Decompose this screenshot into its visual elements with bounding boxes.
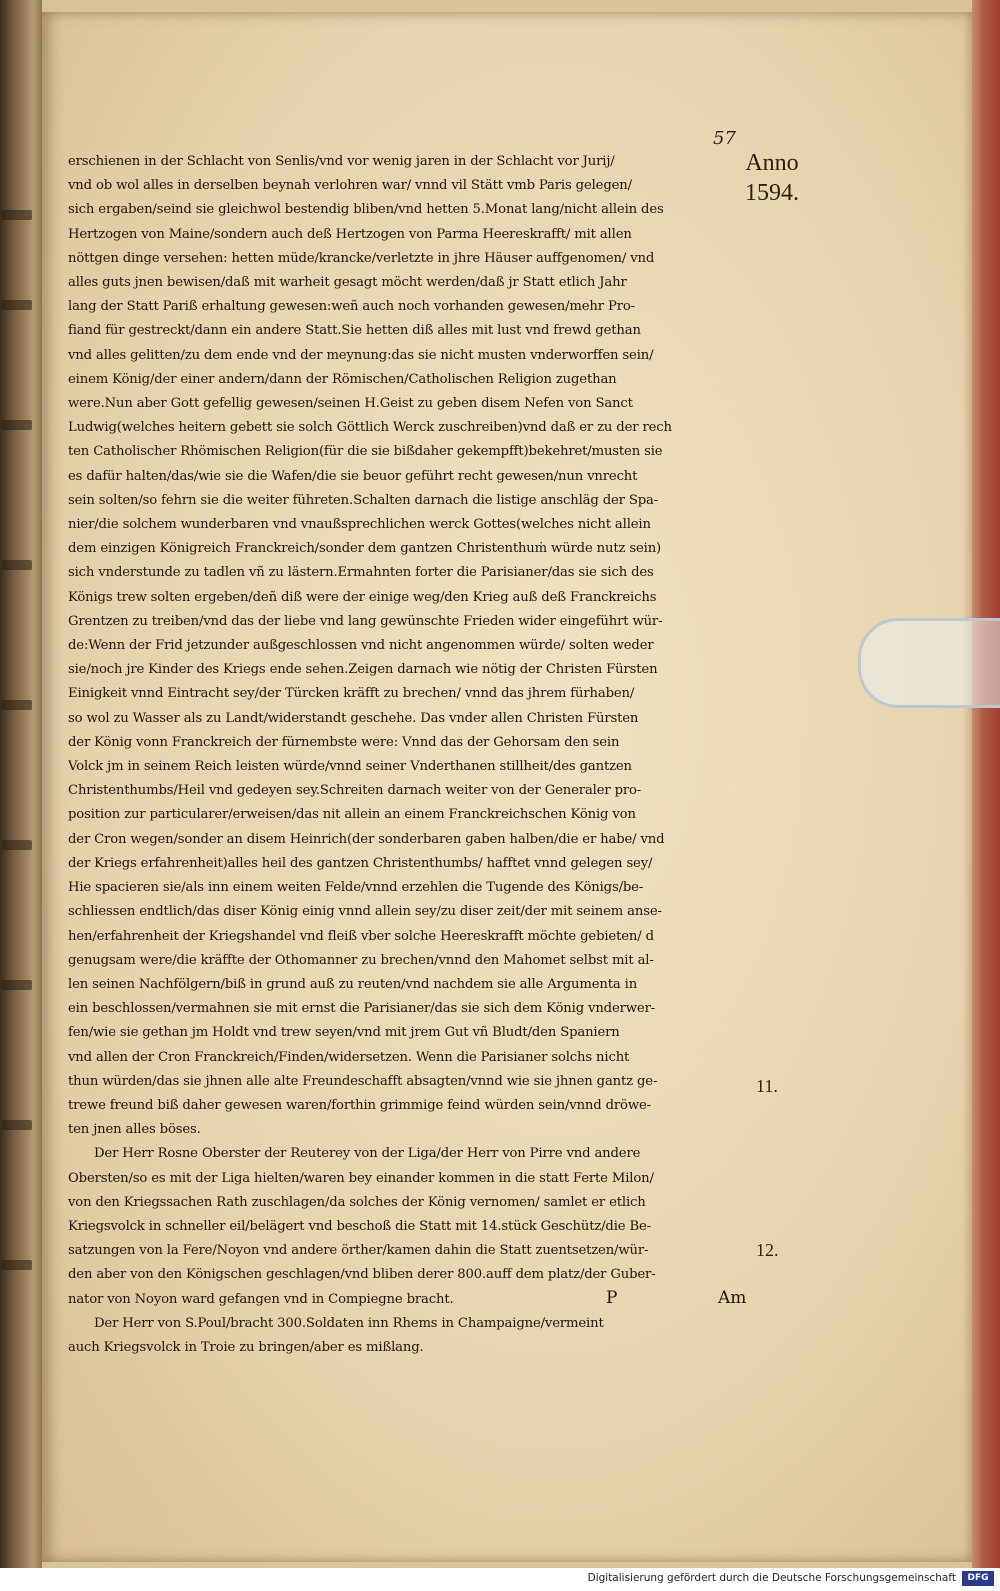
text-line: genugsam were/die kräffte der Othomanner zu brechen/vnnd den Mahomet selbst mit al- (68, 952, 654, 968)
text-line: satzungen von la Fere/Noyon vnd andere örther/kamen dahin die Statt zuentsetzen/wür- (68, 1243, 649, 1259)
text-line: nöttgen dinge versehen: hetten müde/krancke/verletzte in jhre Häuser auffgenomen/ vnd (68, 250, 655, 266)
ink-bleed (2, 1120, 32, 1130)
text-line: vnd ob wol alles in derselben beynah verlohren war/ vnnd vil Stätt vmb Paris gelegen/ (68, 178, 632, 194)
ink-bleed (2, 420, 32, 430)
page-text (68, 150, 758, 1360)
text-line: sie/noch jre Kinder des Kriegs ende sehen.Zeigen darnach wie nötig der Christen Fürsten (68, 662, 658, 678)
text-line: ein beschlossen/vermahnen sie mit ernst die Parisianer/das sie sich dem König vnderwer- (68, 1001, 656, 1017)
text-line: position zur particularer/erweisen/das nit allein an einem Franckreichschen König von (68, 807, 636, 823)
catchword: Am (718, 1288, 747, 1308)
text-line: lang der Statt Pariß erhaltung gewesen:weñ auch noch vorhanden gewesen/mehr Pro- (68, 299, 635, 315)
text-line: ten Catholischer Rhömischen Religion(für die sie bißdaher gekempfft)bekehret/musten sie (68, 444, 663, 460)
text-line: Obersten/so es mit der Liga hielten/waren bey einander kommen in die statt Ferte Milon/ (68, 1170, 654, 1186)
text-line: trewe freund biß daher gewesen waren/forthin grimmige feind würden sein/vnnd dröwe- (68, 1097, 651, 1113)
folio-number: 57 (713, 128, 736, 149)
text-line: es dafür halten/das/wie sie die Wafen/die sie beuor geführt recht gewesen/nun vnrecht (68, 468, 638, 484)
text-line: Ludwig(welches heitern gebett sie solch Göttlich Werck zuschreiben)vnd daß er zu der rech (68, 420, 672, 436)
text-line: fen/wie sie gethan jm Holdt vnd trew seyen/vnd mit jrem Gut vñ Bludt/den Spaniern (68, 1025, 620, 1041)
ink-bleed (2, 210, 32, 220)
text-line: nator von Noyon ward gefangen vnd in Compiegne bracht. (68, 1291, 454, 1307)
text-line: so wol zu Wasser als zu Landt/widerstandt geschehe. Das vnder allen Christen Fürsten (68, 710, 639, 726)
text-line: erschienen in der Schlacht von Senlis/vnd vor wenig jaren in der Schlacht vor Jurij/ (68, 154, 615, 169)
dfg-logo-icon: DFG (962, 1571, 994, 1586)
text-line: vnd alles gelitten/zu dem ende vnd der meynung:das sie nicht musten vnderworffen sein/ (68, 347, 654, 363)
text-line: de:Wenn der Frid jetzunder außgeschlossen vnd nicht angenommen würde/ solten weder (68, 638, 654, 654)
text-line: sich ergaben/seind sie gleichwol bestendig bliben/vnd hetten 5.Monat lang/nicht allein des (68, 202, 664, 218)
margin-number-11: 11. (756, 1076, 778, 1096)
text-line: Der Herr von S.Poul/bracht 300.Soldaten inn Rhems in Champaigne/vermeint (94, 1315, 604, 1331)
text-line: sein solten/so fehrn sie die weiter führeten.Schalten darnach die listige anschläg der Spa- (68, 492, 659, 508)
text-line: auch Kriegsvolck in Troie zu bringen/aber es mißlang. (68, 1339, 424, 1355)
text-line: nier/die solchem wunderbaren vnd vnaußsprechlichen werck Gottes(welches nicht allein (68, 517, 651, 533)
text-line: von den Kriegssachen Rath zuschlagen/da solches der König vernomen/ samlet er etlich (68, 1194, 646, 1210)
text-line: schliessen endtlich/das diser König einig vnnd allein sey/zu diser zeit/der mit seinem anse- (68, 904, 662, 920)
page-red-edge (972, 0, 1000, 1568)
paragraph-1 (68, 150, 758, 1142)
text-line: der Cron wegen/sonder an disem Heinrich(der sonderbaren gaben halben/die er habe/ vnd (68, 831, 665, 847)
text-line: alles guts jnen bewisen/daß mit warheit gesagt möcht werden/daß jr Statt etlich Jahr (68, 275, 627, 291)
footer-bar (0, 1568, 1000, 1591)
previous-page-edge (0, 0, 42, 1568)
year-label-anno: Anno (745, 150, 799, 176)
text-line: len seinen Nachfölgern/biß in grund auß zu reuten/vnd nachdem sie alle Argumenta in (68, 976, 638, 992)
text-line: fiand für gestreckt/dann ein andere Statt.Sie hetten diß alles mit lust vnd frewd gethan (68, 323, 641, 339)
paragraph-2 (68, 1142, 758, 1311)
text-line: Volck jm in seinem Reich leisten würde/vnnd seiner Vnderthanen stillheit/des gantzen (68, 759, 632, 775)
ink-bleed (2, 1260, 32, 1270)
text-line: Grentzen zu treiben/vnd das der liebe vnd lang gewünschte Frieden wider eingeführt wür- (68, 613, 663, 629)
text-line: hen/erfahrenheit der Kriegshandel vnd fleiß vber solche Heereskrafft möchte gebieten/ d (68, 928, 654, 944)
text-line: vnd allen der Cron Franckreich/Finden/widersetzen. Wenn die Parisianer solchs nicht (68, 1049, 630, 1065)
ink-bleed (2, 980, 32, 990)
ink-bleed (2, 300, 32, 310)
signature-mark: P (606, 1288, 618, 1308)
paragraph-3 (68, 1312, 758, 1360)
text-line: Christenthumbs/Heil vnd gedeyen sey.Schreiten darnach weiter von der Generaler pro- (68, 783, 642, 799)
text-line: der König vonn Franckreich der fürnembste were: Vnnd das der Gehorsam den sein (68, 734, 620, 750)
text-line: dem einzigen Königreich Franckreich/sonder dem gantzen Christenthuṁ würde nutz sein) (68, 541, 662, 557)
text-line: Königs trew solten ergeben/deñ diß were der einige weg/den Krieg auß deß Franckreichs (68, 589, 657, 605)
margin-number-12: 12. (756, 1240, 779, 1260)
text-line: sich vnderstunde zu tadlen vñ zu lästern.Ermahnten forter die Parisianer/das sie sich des (68, 565, 654, 581)
ink-bleed (2, 840, 32, 850)
text-line: der Kriegs erfahrenheit)alles heil des gantzen Christenthumbs/ hafftet vnnd gelegen sey/ (68, 855, 653, 871)
ink-bleed (2, 700, 32, 710)
text-line: den aber von den Königschen geschlagen/vnd bliben derer 800.auff dem platz/der Guber- (68, 1267, 656, 1283)
text-line: Hertzogen von Maine/sondern auch deß Hertzogen von Parma Heereskrafft/ mit allen (68, 226, 632, 242)
text-line: Hie spacieren sie/als inn einem weiten Felde/vnnd erzehlen die Tugende des Königs/be- (68, 880, 644, 896)
text-line: thun würden/das sie jhnen alle alte Freundeschafft absagten/vnnd wie sie jhnen gantz ge- (68, 1073, 658, 1089)
text-line: Der Herr Rosne Oberster der Reuterey von der Liga/der Herr von Pirre vnd andere (94, 1146, 641, 1162)
ink-bleed (2, 560, 32, 570)
text-line: ten jnen alles böses. (68, 1122, 201, 1138)
text-line: were.Nun aber Gott gefellig gewesen/seinen H.Geist zu geben disem Nefen von Sanct (68, 396, 633, 412)
footer-credit: Digitalisierung gefördert durch die Deutsche Forschungsgemeinschaft (587, 1572, 956, 1584)
text-line: einem König/der einer andern/dann der Römischen/Catholischen Religion zugethan (68, 371, 617, 387)
text-line: Kriegsvolck in schneller eil/belägert vnd beschoß die Statt mit 14.stück Geschütz/die Be- (68, 1218, 651, 1234)
text-line: Einigkeit vnnd Eintracht sey/der Türcken kräfft zu brechen/ vnnd das jhrem fürhaben/ (68, 686, 635, 702)
year-label-number: 1594. (745, 180, 799, 206)
bookmark-clip (858, 618, 1000, 708)
